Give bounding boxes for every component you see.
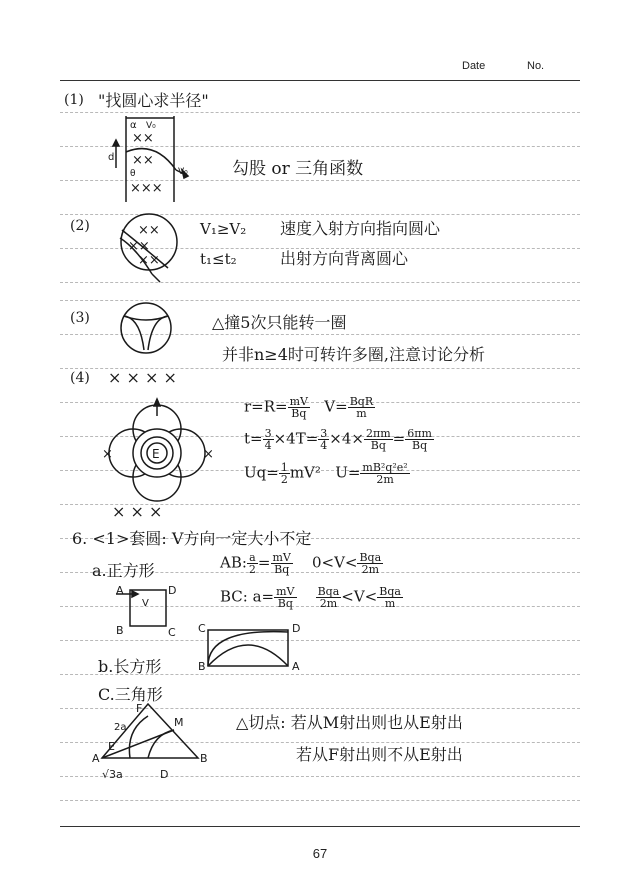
s4-eq3: Uq= $\frac{1}{2}$ mV² U= $\frac{\text{mB²q²e²}}{2m}$: [244, 461, 408, 486]
ruled-line: [60, 640, 580, 641]
ruled-line: [60, 800, 580, 801]
s6-title: 6. <1>套圆: V方向一定大小不定: [72, 529, 312, 548]
s2-cross-row: ××: [138, 223, 160, 238]
tri-m-label: M: [174, 716, 184, 729]
s6-a-label: a.正方形: [92, 561, 155, 580]
s3-collision-arc: [124, 316, 168, 320]
s4-figure: [100, 396, 214, 510]
tri-b-label: B: [200, 752, 208, 765]
s1-cross-row: ××: [132, 153, 154, 168]
s6-tri-note2: 若从F射出则不从E射出: [296, 745, 463, 764]
s3-line2: 并非n≥4时可转许多圈,注意讨论分析: [222, 345, 485, 364]
s4-velocity-arrowhead: [154, 399, 160, 406]
footer-rule: [60, 826, 580, 827]
s2-cross-row: ××: [138, 253, 160, 268]
s4-eq1: r=R= $\frac{mV}{Bq}$ V= $\frac{\text{BqR}}{m}$: [244, 395, 374, 420]
s1-theta-mark: θ: [130, 169, 136, 179]
tri-d-label: D: [160, 768, 169, 781]
header-rule: [60, 80, 580, 81]
s3-line1: △撞5次只能转一圈: [212, 313, 347, 332]
triangle-trajectory-arc: [148, 730, 174, 758]
number-label: No.: [527, 60, 545, 72]
tri-base-label: √3a: [102, 768, 123, 781]
s4-top-crosses: × × × ×: [108, 368, 177, 387]
s4-side-cross: ×: [203, 447, 214, 462]
rect-c-label: C: [198, 622, 206, 635]
s6-tri-note1: △切点: 若从M射出则也从E射出: [236, 713, 463, 732]
s2-exit-line: [152, 274, 160, 282]
s1-label: (1): [64, 92, 84, 108]
width-arrowhead: [113, 140, 119, 146]
date-label: Date: [462, 60, 486, 72]
s1-cross-row: ×××: [130, 181, 163, 196]
s1-cross-row: ××: [132, 131, 154, 146]
s1-note: 勾股 or 三角函数: [232, 159, 364, 179]
s3-figure: [116, 300, 176, 356]
s2-line1-text: 速度入射方向指向圆心: [280, 219, 441, 238]
tri-side-label: 2a: [114, 722, 127, 733]
sq-b-label: B: [116, 624, 124, 637]
s4-eq2: t= $\frac{3}{4}$ ×4T= $\frac{3}{4}$ ×4× $\frac{2\pi m}{Bq}$ = $\frac{6\pi m}{Bq}$: [244, 427, 432, 452]
s1-alpha-mark: α: [130, 120, 137, 131]
s2-line2-cond: t₁≤t₂: [200, 250, 237, 268]
s1-d-mark: d: [108, 152, 115, 163]
s1-title: "找圆心求半径": [98, 91, 209, 110]
s6-ab-eq: AB: $\frac{a}{2}$ = $\frac{mV}{Bq}$ 0<V< $\frac{\text{Bqa}}{2m}$: [220, 551, 382, 576]
s4-side-cross: ×: [102, 447, 113, 462]
s6-rect-figure: [198, 622, 306, 672]
rect-trajectory-arc: [208, 645, 288, 666]
s1-exit-v-mark: V₀: [178, 167, 188, 177]
s2-line2-text: 出射方向背离圆心: [280, 249, 409, 268]
s4-label: (4): [70, 370, 90, 386]
s6-bc-eq: BC: a= $\frac{mV}{Bq}$ $\frac{\text{Bqa}}{2m}$ <V< $\frac{\text{Bqa}}{m}$: [220, 585, 401, 610]
page-number: 67: [312, 846, 328, 861]
tri-a-label: A: [92, 752, 100, 765]
rect-field: [208, 630, 288, 666]
s1-figure: [100, 112, 200, 204]
s6-triangle-figure: [90, 700, 214, 782]
s6-b-label: b.长方形: [98, 657, 162, 676]
entry-arrowhead: [132, 591, 138, 597]
sq-v-label: V: [142, 598, 149, 609]
s2-cross-row: ××: [128, 239, 150, 254]
tri-f-label: F: [136, 702, 143, 715]
s4-center-label: E: [152, 447, 160, 461]
s2-label: (2): [70, 218, 90, 234]
s4-bottom-crosses: × × ×: [112, 502, 163, 521]
rect-b-label: B: [198, 660, 206, 673]
sq-a-label: A: [116, 584, 124, 597]
s6-c-label: C.三角形: [98, 685, 163, 704]
sq-d-label: D: [168, 584, 177, 597]
s3-label: (3): [70, 310, 90, 326]
s6-square-figure: [112, 582, 182, 638]
sq-c-label: C: [168, 626, 176, 639]
rect-a-label: A: [292, 660, 300, 673]
rect-trajectory-arc: [208, 632, 288, 666]
s3-field-circle: [121, 303, 171, 353]
s2-figure: [116, 208, 186, 284]
s2-line1-cond: V₁≥V₂: [200, 220, 247, 238]
tri-e-label: E: [108, 740, 115, 753]
s1-v-mark: V₀: [146, 121, 156, 131]
rect-d-label: D: [292, 622, 301, 635]
